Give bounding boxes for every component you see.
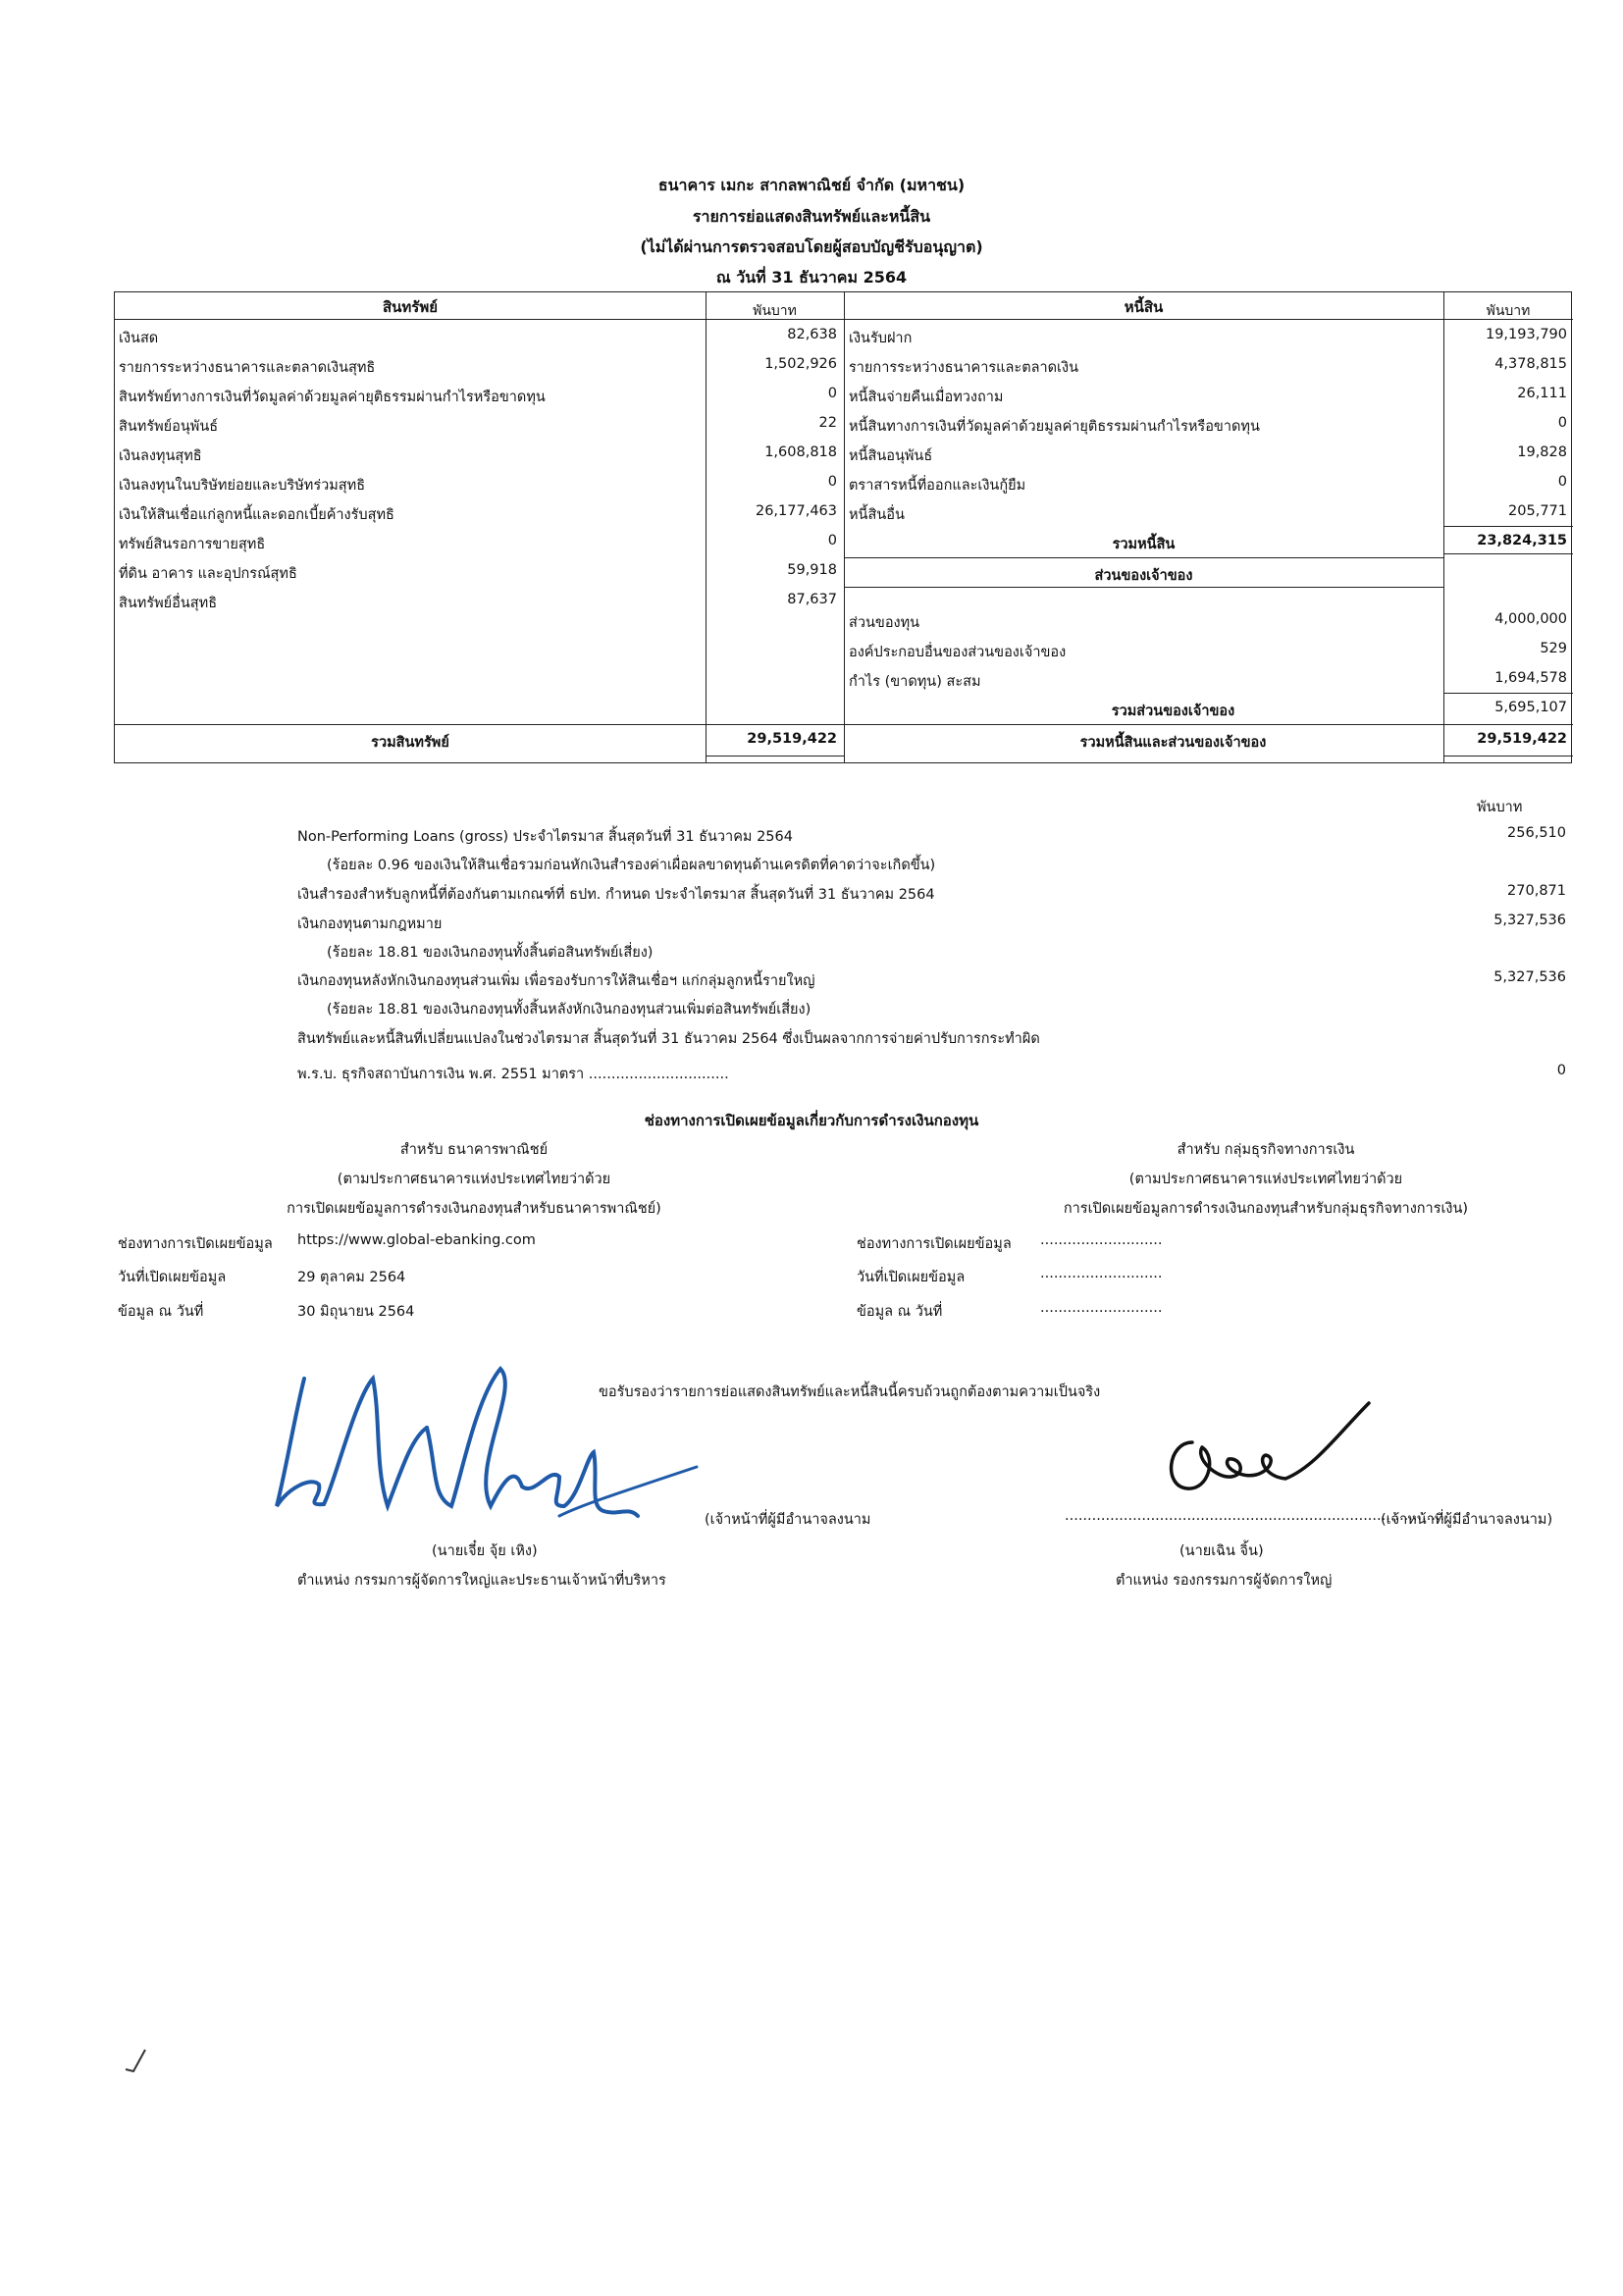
right-signer-position: ตำแหน่ง รองกรรมการผู้จัดการใหญ่: [1116, 1573, 1333, 1589]
asset-value: 59,918: [787, 562, 837, 578]
total-liab-equity-value: 29,519,422: [1477, 731, 1567, 747]
assets-header: สินทรัพย์: [382, 298, 439, 316]
asset-label: เงินลงทุนในบริษัทย่อยและบริษัทร่วมสุทธิ: [119, 478, 366, 494]
right-dots: ....................................................................................: [1065, 1508, 1445, 1524]
provision-value: 270,871: [1507, 883, 1566, 899]
asset-value: 82,638: [787, 327, 837, 342]
right-channel-value: ...........................: [1040, 1232, 1163, 1248]
liability-value: 19,828: [1517, 444, 1567, 460]
balance-sheet-table: [114, 291, 1572, 763]
liabilities-header: หนี้สิน: [1124, 298, 1164, 316]
capital-after-pct: (ร้อยละ 18.81 ของเงินกองทุนทั้งสิ้นหลังหักเงินกองทุนส่วนเพิ่มต่อสินทรัพย์เสี่ยง): [327, 1002, 812, 1018]
liability-label: หนี้สินอนุพันธ์: [849, 448, 933, 464]
bank-name: ธนาคาร เมกะ สากลพาณิชย์ จำกัด (มหาชน): [657, 176, 966, 194]
asset-label: สินทรัพย์ทางการเงินที่วัดมูลค่าด้วยมูลค่ายุติธรรมผ่านกำไรหรือขาดทุน: [119, 390, 546, 405]
changed-value: 0: [1556, 1063, 1566, 1078]
right-heading-1: สำหรับ กลุ่มธุรกิจทางการเงิน: [1177, 1142, 1355, 1158]
total-equity-label: รวมส่วนของเจ้าของ: [1111, 704, 1235, 719]
provision-label: เงินสำรองสำหรับลูกหนี้ที่ต้องกันตามเกณฑ์ที่ ธปท. กำหนด ประจำไตรมาส สิ้นสุดวันที่ 31 ธันวาคม 2564: [297, 887, 935, 903]
right-channel-label: ช่องทางการเปิดเผยข้อมูล: [857, 1236, 1012, 1252]
rule: [844, 557, 1443, 558]
as-of-date: ณ วันที่ 31 ธันวาคม 2564: [715, 268, 908, 287]
left-signer-position: ตำแหน่ง กรรมการผู้จัดการใหญ่และประธานเจ้าหน้าที่บริหาร: [297, 1573, 666, 1589]
liability-label: รายการระหว่างธนาคารและตลาดเงิน: [849, 360, 1078, 376]
left-asof-value: 30 มิถุนายน 2564: [297, 1304, 415, 1320]
assets-unit: พันบาท: [753, 303, 797, 319]
right-heading-2: (ตามประกาศธนาคารแห่งประเทศไทยว่าด้วย: [1128, 1172, 1403, 1187]
certification-statement: ขอรับรองว่ารายการย่อแสดงสินทรัพย์และหนี้สินนี้ครบถ้วนถูกต้องตามความเป็นจริง: [599, 1384, 1101, 1400]
rule: [1443, 756, 1573, 757]
right-signature: [1148, 1398, 1384, 1516]
rule: [706, 756, 844, 757]
right-date-value: ...........................: [1040, 1266, 1163, 1281]
rule: [1443, 526, 1573, 527]
left-channel-value: https://www.global-ebanking.com: [297, 1232, 536, 1248]
capital-after-value: 5,327,536: [1493, 969, 1566, 985]
npl-value: 256,510: [1507, 825, 1566, 841]
right-asof-label: ข้อมูล ณ วันที่: [857, 1304, 943, 1320]
equity-value: 529: [1540, 641, 1567, 656]
liability-value: 26,111: [1517, 386, 1567, 401]
total-liabilities-value: 23,824,315: [1477, 533, 1567, 548]
liability-value: 19,193,790: [1485, 327, 1567, 342]
changed-label-1: สินทรัพย์และหนี้สินที่เปลี่ยนแปลงในช่วงไตรมาส สิ้นสุดวันที่ 31 ธันวาคม 2564 ซึ่งเป็นผลจากการจ่ายค่าปรับการกระทำผิด: [297, 1031, 1040, 1047]
right-date-label: วันที่เปิดเผยข้อมูล: [857, 1270, 966, 1285]
npl-pct: (ร้อยละ 0.96 ของเงินให้สินเชื่อรวมก่อนหักเงินสำรองค่าเผื่อผลขาดทุนด้านเครดิตที่คาดว่าจะเกิดขึ้น): [327, 858, 936, 873]
asset-label: สินทรัพย์อื่นสุทธิ: [119, 596, 218, 611]
notes-unit: พันบาท: [1477, 800, 1523, 815]
liability-label: หนี้สินอื่น: [849, 507, 905, 523]
asset-value: 26,177,463: [755, 503, 837, 519]
right-sign-caption: (เจ้าหน้าที่ผู้มีอำนาจลงนาม): [1381, 1512, 1553, 1528]
equity-label: ส่วนของทุน: [849, 615, 920, 631]
equity-label: กำไร (ขาดทุน) สะสม: [849, 674, 981, 690]
asset-label: ทรัพย์สินรอการขายสุทธิ: [119, 537, 266, 552]
equity-value: 4,000,000: [1494, 611, 1567, 627]
liability-label: ตราสารหนี้ที่ออกและเงินกู้ยืม: [849, 478, 1026, 494]
left-heading-3: การเปิดเผยข้อมูลการดำรงเงินกองทุนสำหรับธนาคารพาณิชย์): [287, 1201, 661, 1217]
left-channel-label: ช่องทางการเปิดเผยข้อมูล: [118, 1236, 273, 1252]
left-date-label: วันที่เปิดเผยข้อมูล: [118, 1270, 227, 1285]
capital-value: 5,327,536: [1493, 913, 1566, 928]
right-asof-value: ...........................: [1040, 1300, 1163, 1316]
liability-value: 0: [1557, 415, 1567, 431]
rule: [844, 587, 1443, 588]
asset-value: 22: [818, 415, 837, 431]
liability-label: หนี้สินทางการเงินที่วัดมูลค่าด้วยมูลค่ายุติธรรมผ่านกำไรหรือขาดทุน: [849, 419, 1260, 435]
equity-header: ส่วนของเจ้าของ: [1094, 568, 1193, 584]
rule: [1443, 553, 1573, 554]
header-rule: [115, 319, 1573, 320]
left-date-value: 29 ตุลาคม 2564: [297, 1270, 406, 1285]
rule: [115, 724, 1573, 725]
asset-value: 87,637: [787, 592, 837, 607]
left-heading-1: สำหรับ ธนาคารพาณิชย์: [399, 1142, 549, 1158]
asset-label: รายการระหว่างธนาคารและตลาดเงินสุทธิ: [119, 360, 376, 376]
liability-value: 4,378,815: [1494, 356, 1567, 372]
npl-label: Non-Performing Loans (gross) ประจำไตรมาส สิ้นสุดวันที่ 31 ธันวาคม 2564: [297, 829, 793, 845]
disclosure-title: ช่องทางการเปิดเผยข้อมูลเกี่ยวกับการดำรงเงินกองทุน: [644, 1112, 979, 1129]
left-signer-name: (นายเจี๋ย จุ้ย เหิง): [432, 1543, 538, 1559]
left-sign-caption: (เจ้าหน้าที่ผู้มีอำนาจลงนาม: [705, 1512, 871, 1528]
left-heading-2: (ตามประกาศธนาคารแห่งประเทศไทยว่าด้วย: [337, 1172, 611, 1187]
audit-note: (ไม่ได้ผ่านการตรวจสอบโดยผู้สอบบัญชีรับอนุญาต): [640, 237, 983, 256]
asset-label: เงินลงทุนสุทธิ: [119, 448, 202, 464]
liability-label: หนี้สินจ่ายคืนเมื่อทวงถาม: [849, 390, 1004, 405]
asset-value: 0: [827, 474, 837, 490]
left-signature: [265, 1359, 736, 1555]
total-assets-value: 29,519,422: [747, 731, 837, 747]
rule: [1443, 693, 1573, 694]
asset-label: ที่ดิน อาคาร และอุปกรณ์สุทธิ: [119, 566, 297, 582]
asset-label: เงินให้สินเชื่อแก่ลูกหนี้และดอกเบี้ยค้างรับสุทธิ: [119, 507, 394, 523]
asset-value: 0: [827, 386, 837, 401]
divider: [844, 292, 845, 762]
report-title: รายการย่อแสดงสินทรัพย์และหนี้สิน: [692, 207, 931, 226]
scan-mark: [122, 2046, 151, 2075]
asset-value: 1,608,818: [764, 444, 837, 460]
asset-label: เงินสด: [119, 331, 159, 346]
capital-after-label: เงินกองทุนหลังหักเงินกองทุนส่วนเพิ่ม เพื่อรองรับการให้สินเชื่อฯ แก่กลุ่มลูกหนี้รายใหญ่: [297, 973, 815, 989]
total-assets-label: รวมสินทรัพย์: [371, 735, 449, 751]
total-liabilities-label: รวมหนี้สิน: [1112, 537, 1176, 552]
liabilities-unit: พันบาท: [1486, 303, 1531, 319]
capital-label: เงินกองทุนตามกฎหมาย: [297, 916, 443, 932]
asset-value: 1,502,926: [764, 356, 837, 372]
right-signer-name: (นายเฉิน จิ้น): [1179, 1543, 1264, 1559]
liability-label: เงินรับฝาก: [849, 331, 913, 346]
equity-value: 1,694,578: [1494, 670, 1567, 686]
left-asof-label: ข้อมูล ณ วันที่: [118, 1304, 204, 1320]
right-heading-3: การเปิดเผยข้อมูลการดำรงเงินกองทุนสำหรับกลุ่มธุรกิจทางการเงิน): [1063, 1201, 1469, 1217]
liability-value: 205,771: [1508, 503, 1567, 519]
total-liab-equity-label: รวมหนี้สินและส่วนของเจ้าของ: [1079, 735, 1267, 751]
asset-label: สินทรัพย์อนุพันธ์: [119, 419, 219, 435]
total-equity-value: 5,695,107: [1494, 700, 1567, 715]
changed-label-2: พ.ร.บ. ธุรกิจสถาบันการเงิน พ.ศ. 2551 มาตรา ...............................: [297, 1067, 729, 1082]
equity-label: องค์ประกอบอื่นของส่วนของเจ้าของ: [849, 645, 1067, 660]
capital-pct: (ร้อยละ 18.81 ของเงินกองทุนทั้งสิ้นต่อสินทรัพย์เสี่ยง): [327, 945, 654, 961]
asset-value: 0: [827, 533, 837, 548]
liability-value: 0: [1557, 474, 1567, 490]
